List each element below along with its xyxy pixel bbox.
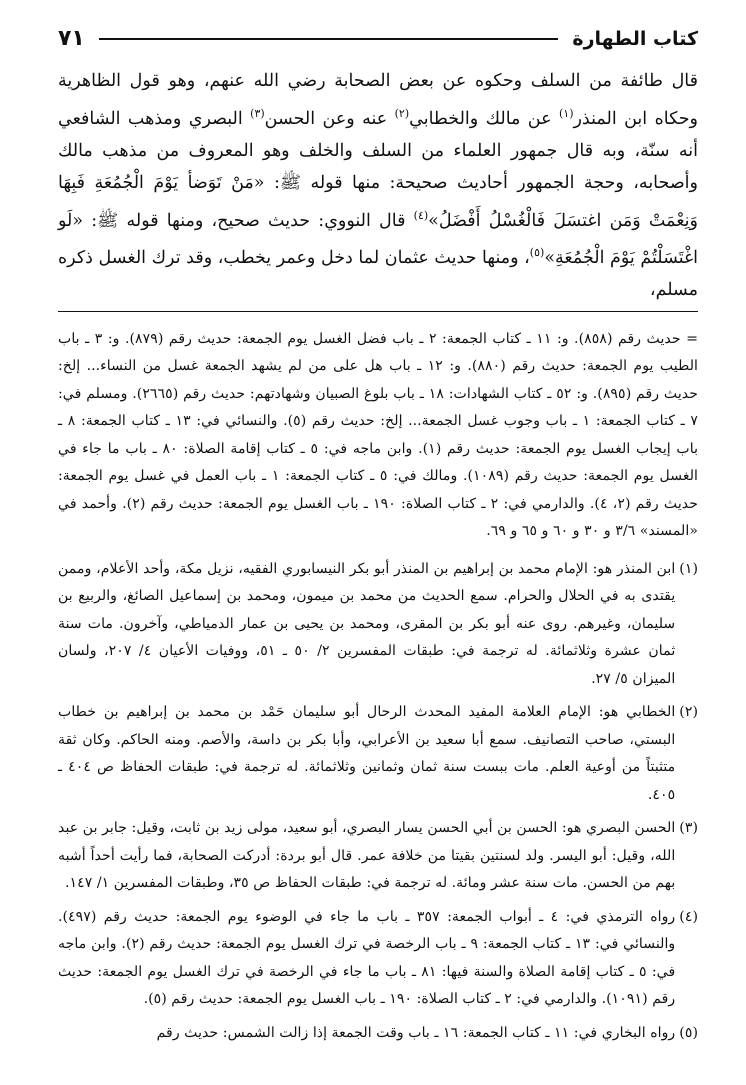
footnote-text: رواه البخاري في: ١١ ـ كتاب الجمعة: ١٦ ـ باب وقت الجمعة إذا زالت الشمس: حديث رقم	[156, 1024, 676, 1041]
footnote-ref-2: (٢)	[394, 106, 410, 120]
footnote-text: الخطابي هو: الإمام العلامة المفيد المحدث الرحال أبو سليمان حَمْد بن محمد بن إبراهيم بن خطاب البستي، صاحب التصانيف. سمع أبا سعيد بن الأعرابي، وأبا بكر بن داسة، والأصم. ومنه الحاكم. وكان ثقة متثبتاً من أوعية العلم. مات ببست سنة ثمان وثمانين وثلاثمائة. له ترجمة في: طبقات الحفاظ ص ٤٠٤ ـ ٤٠٥.	[58, 704, 676, 803]
text-run: ، ومنها حديث عثمان لما دخل وعمر يخطب، وقد ترك الغسل ذكره مسلم،	[58, 247, 698, 301]
footnote-ref-3: (٣)	[250, 106, 265, 120]
footnote-text: الحسن البصري هو: الحسن بن أبي الحسن يسار البصري، أبو سعيد، مولى زيد بن ثابت، وقيل: جابر بن عبد الله، وقيل: أبو اليسر. ولد لسنتين بقيتا من خلافة عمر. قال أبو بردة: أدركت الصحابة، فما رأيت أحداً أشبه بهم من الحسن. مات سنة عشر ومائة. له ترجمة في: طبقات الحفاظ ص ٣٥، وطبقات المفسرين ١/ ١٤٧.	[58, 820, 676, 892]
footnote-5	[58, 1020, 698, 1048]
footnote-ref-1: (١)	[558, 106, 574, 120]
text-run: البصري ومذهب الشافعي أنه سنّة، وبه قال جمهور العلماء من السلف والخلف وهو المعروف من مذهب مالك وأصحابه، وحجة الجمهور أحاديث صحيحة: منها قوله ﷺ: «مَنْ تَوَضأ يَوْمَ الْجُمُعَةِ فَبِهَا وَنِعْمَتْ وَمَن اغتسَلَ فَالْغُسْلُ أَفْضَلُ»	[58, 108, 698, 231]
text-run: عن مالك والخطابي	[409, 108, 559, 129]
main-text	[58, 65, 698, 307]
footnote-continuation: = حديث رقم (٨٥٨). و: ١١ ـ كتاب الجمعة: ٢ ـ باب فضل الغسل يوم الجمعة: حديث رقم (٨٧٩). و: ٣ ـ باب الطيب يوم الجمعة: حديث رقم (٨٨٠). و: ١٢ ـ باب هل على من لم يشهد الجمعة غسل من النساء... إلخ: حديث رقم (٨٩٥). و: ٥٢ ـ كتاب الشهادات: ١٨ ـ باب بلوغ الصبيان وشهادتهم: حديث رقم (٢٦٦٥). ومسلم في: ٧ ـ كتاب الجمعة: ١ ـ باب وجوب غسل الجمعة... إلخ: حديث رقم (٥). والنسائي في: ١٣ ـ كتاب الجمعة: ٨ ـ باب إيجاب الغسل يوم الجمعة: حديث رقم (١). وابن ماجه في: ٥ ـ كتاب إقامة الصلاة: ٨٠ ـ باب ما جاء في الغسل يوم الجمعة: حديث رقم (١٠٨٩). ومالك في: ٥ ـ كتاب الجمعة: ١ ـ باب العمل في غسل يوم الجمعة: حديث رقم (٢، ٤). والدارمي في: ٢ ـ كتاب الصلاة: ١٩٠ ـ باب الغسل يوم الجمعة: حديث رقم (٢). وأحمد في «المسند» ٣/٦ و ٣٠ و ٦٠ و ٦٥ و ٦٩.	[58, 330, 699, 540]
footnote-text: رواه الترمذي في: ٤ ـ أبواب الجمعة: ٣٥٧ ـ باب ما جاء في الوضوء يوم الجمعة: حديث رقم (٤٩٧). والنسائي في: ١٣ ـ كتاب الجمعة: ٩ ـ باب الرخصة في ترك الغسل يوم الجمعة: حديث رقم (٢). وابن ماجه في: ٥ ـ كتاب إقامة الصلاة والسنة فيها: ٨١ ـ باب ما جاء في الرخصة في ترك الغسل يوم الجمعة: حديث رقم (١٠٩١). والدارمي في: ٢ ـ كتاب الصلاة: ١٩٠ ـ باب الغسل يوم الجمعة: حديث رقم (٥).	[58, 908, 676, 1008]
footnote-text: ابن المنذر هو: الإمام محمد بن إبراهيم بن المنذر أبو بكر النيسابوري الفقيه، نزيل مكة، وأحد الأعلام، وممن يقتدى به في الحلال والحرام. سمع الحديث من محمد بن ميمون، ومحمد بن إسماعيل الصائغ، والربيع بن سليمان، وغيرهم. روى عنه أبو بكر بن المقرى، ومحمد بن يحيى بن عمار الدمياطي، وآخرون. مات سنة ثمان عشرة وثلاثمائة. له ترجمة في: طبقات المفسرين ٢/ ٥٠ ـ ٥١، ووفيات الأعيان ٤/ ٢٠٧، ولسان الميزان ٥/ ٢٧.	[58, 560, 676, 687]
footnote-number: (٥)	[679, 1024, 698, 1041]
footnote-number: (٢)	[679, 704, 698, 721]
text-run: قال النووي: حديث صحيح، ومنها قوله ﷺ: «لَو اغْتَسَلْتُمْ يَوْمَ الْجُمُعَةِ»	[58, 210, 699, 268]
footnote-number: (١)	[679, 560, 698, 577]
footnote-1	[58, 556, 698, 694]
page-number: ٧١	[58, 26, 85, 51]
footnote-separator	[58, 311, 698, 312]
footnote-3	[58, 815, 698, 898]
text-run: عنه وعن الحسن	[264, 108, 395, 129]
book-section-title: كتاب الطهارة	[572, 27, 698, 50]
footnote-ref-5: (٥)	[529, 246, 545, 260]
text-run: قال طائفة من السلف وحكوه عن بعض الصحابة رضي الله عنهم، وهو قول الظاهرية وحكاه ابن المنذر	[58, 71, 698, 129]
footnote-4	[58, 904, 698, 1014]
footnote-2	[58, 699, 698, 809]
footnote-number: (٣)	[679, 820, 698, 837]
main-paragraph	[58, 65, 698, 307]
header-rule	[99, 38, 559, 40]
footnote-ref-4: (٤)	[413, 208, 429, 222]
page-header	[58, 26, 698, 51]
footnote-number: (٤)	[679, 908, 698, 925]
footnotes	[58, 326, 698, 1048]
